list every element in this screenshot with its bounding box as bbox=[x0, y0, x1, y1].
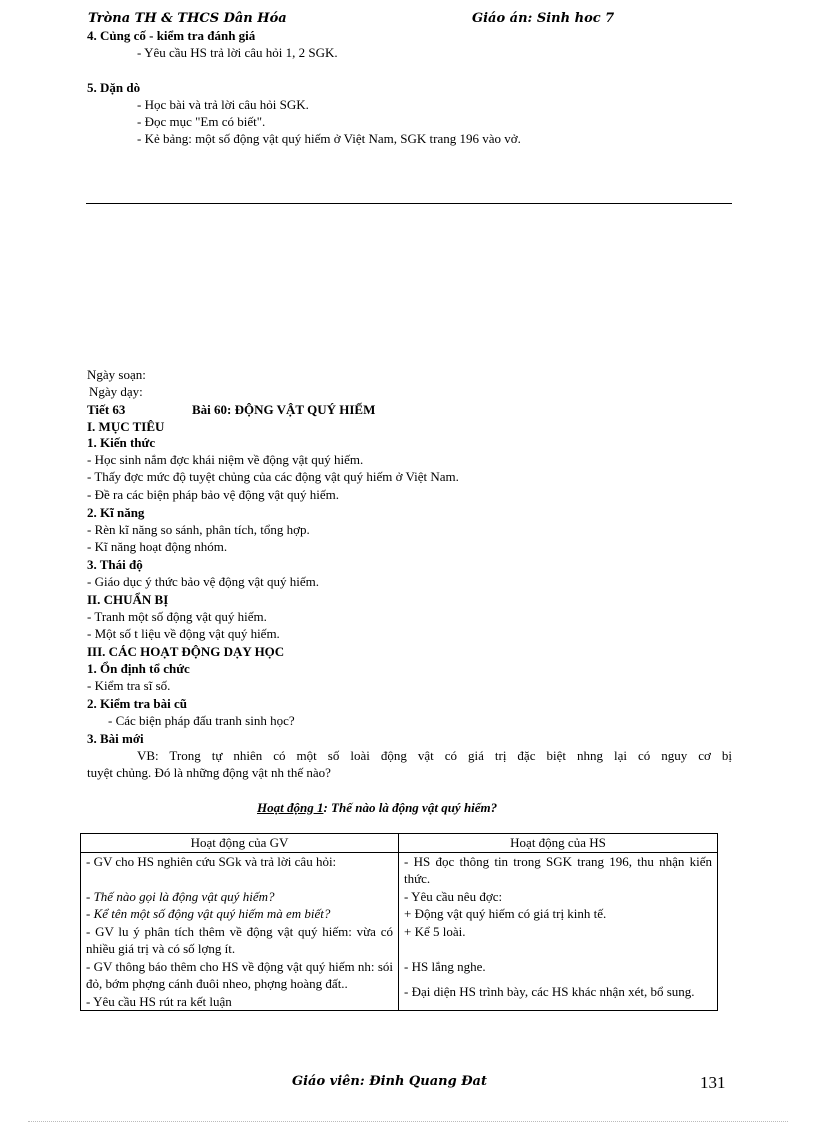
heading-knowledge: 1. Kiến thức bbox=[87, 435, 156, 450]
student-step: + Kể 5 loài. bbox=[404, 923, 466, 939]
table-row bbox=[81, 852, 718, 1011]
knowledge-item: - Học sinh nắm đợc khái niệm về động vật quý hiếm. bbox=[87, 452, 364, 467]
heading-review: 2. Kiểm tra bài cũ bbox=[87, 696, 188, 711]
intro-line-2: tuyệt chủng. Đó là những động vật nh thế nào? bbox=[87, 765, 331, 780]
activity-title-text: : Thế nào là động vật quý hiếm? bbox=[323, 800, 498, 815]
lesson-label: Bài 60: bbox=[192, 402, 232, 417]
teacher-step: - GV lu ý phân tích thêm về động vật quý hiếm: vừa có nhiều giá trị và có số lợng ít. bbox=[86, 923, 393, 956]
activity-table bbox=[80, 833, 718, 1011]
student-step: + Động vật quý hiếm có giá trị kinh tế. bbox=[404, 906, 607, 921]
lesson-title bbox=[192, 401, 375, 418]
heading-skills: 2. Kĩ năng bbox=[87, 505, 145, 520]
preparation-item: - Một số t liệu về động vật quý hiếm. bbox=[87, 626, 280, 641]
table-header-row bbox=[81, 834, 718, 853]
section-5-item: - Kẻ bảng: một số động vật quý hiếm ở Việt Nam, SGK trang 196 vào vở. bbox=[137, 131, 521, 146]
header-subject: Giáo án: Sinh hoc 7 bbox=[472, 11, 615, 26]
knowledge-item: - Đề ra các biện pháp bảo vệ động vật quý hiếm. bbox=[87, 487, 339, 502]
section-4-title: 4. Củng cố - kiểm tra đánh giá bbox=[87, 28, 256, 43]
heading-activities: III. CÁC HOẠT ĐỘNG DẠY HỌC bbox=[87, 644, 285, 659]
attitude-item: - Giáo dục ý thức bảo vệ động vật quý hiếm. bbox=[87, 574, 319, 589]
stabilize-item: - Kiểm tra sĩ số. bbox=[87, 678, 171, 693]
page-number: 131 bbox=[700, 1073, 726, 1092]
section-4-item: - Yêu cầu HS trả lời câu hỏi 1, 2 SGK. bbox=[137, 45, 338, 60]
intro-line-1: VB: Trong tự nhiên có một số loài động vật có giá trị đặc biệt nhng lại có nguy cơ bị bbox=[137, 748, 732, 763]
teacher-step: - GV cho HS nghiên cứu SGk và trả lời câu hỏi: bbox=[86, 853, 337, 869]
teacher-step: - GV thông báo thêm cho HS về động vật quý hiếm nh: sói đỏ, bớm phợng cánh đuôi nheo, phợng hoàng đất.. bbox=[86, 958, 393, 991]
activity-title-label: Hoạt động 1 bbox=[257, 800, 324, 815]
ngay-day-label: Ngày dạy: bbox=[89, 384, 143, 399]
student-step: - HS đọc thông tin trong SGK trang 196, thu nhận kiến thức. bbox=[404, 853, 712, 886]
section-5-item: - Học bài và trả lời câu hỏi SGK. bbox=[137, 97, 309, 112]
footer-teacher: Giáo viên: Đinh Quang Đat bbox=[292, 1074, 487, 1089]
student-step: - Đại diện HS trình bày, các HS khác nhận xét, bổ sung. bbox=[404, 984, 695, 999]
col-header-teacher: Hoạt động của GV bbox=[81, 834, 399, 853]
section-5-item: - Đọc mục "Em có biết". bbox=[137, 114, 266, 129]
divider-line bbox=[86, 203, 732, 204]
col-header-student: Hoạt động của HS bbox=[399, 834, 718, 853]
heading-attitude: 3. Thái độ bbox=[87, 557, 143, 572]
skill-item: - Rèn kĩ năng so sánh, phân tích, tổng hợp. bbox=[87, 522, 310, 537]
heading-new-lesson: 3. Bài mới bbox=[87, 731, 144, 746]
lesson-name: ĐỘNG VẬT QUÝ HIẾM bbox=[234, 402, 376, 417]
header-school: Tròna TH & THCS Dân Hóa bbox=[88, 11, 287, 26]
lesson-number: Tiết 63 bbox=[87, 402, 126, 417]
section-5-title: 5. Dặn dò bbox=[87, 80, 141, 95]
ngay-soan-label: Ngày soạn: bbox=[87, 367, 146, 382]
student-step: - HS lắng nghe. bbox=[404, 958, 486, 974]
teacher-step: - Yêu cầu HS rút ra kết luận bbox=[86, 993, 232, 1009]
teacher-cell bbox=[81, 852, 399, 1011]
teacher-question: - Kể tên một số động vật quý hiếm mà em biết? bbox=[86, 906, 331, 921]
heading-objectives: I. MỤC TIÊU bbox=[87, 419, 165, 434]
preparation-item: - Tranh một số động vật quý hiếm. bbox=[87, 609, 267, 624]
student-step: - Yêu cầu nêu đợc: bbox=[404, 888, 503, 904]
teacher-question: - Thế nào gọi là động vật quý hiếm? bbox=[86, 888, 275, 904]
review-item: - Các biện pháp đấu tranh sinh học? bbox=[108, 713, 295, 728]
heading-stabilize: 1. Ổn định tổ chức bbox=[87, 661, 190, 676]
knowledge-item: - Thấy đợc mức độ tuyệt chủng của các động vật quý hiếm ở Việt Nam. bbox=[87, 469, 459, 484]
activity-title bbox=[257, 800, 497, 816]
page-edge-line bbox=[28, 1121, 788, 1122]
skill-item: - Kĩ năng hoạt động nhóm. bbox=[87, 539, 228, 554]
heading-preparation: II. CHUẨN BỊ bbox=[87, 592, 169, 607]
student-cell bbox=[399, 852, 718, 1011]
